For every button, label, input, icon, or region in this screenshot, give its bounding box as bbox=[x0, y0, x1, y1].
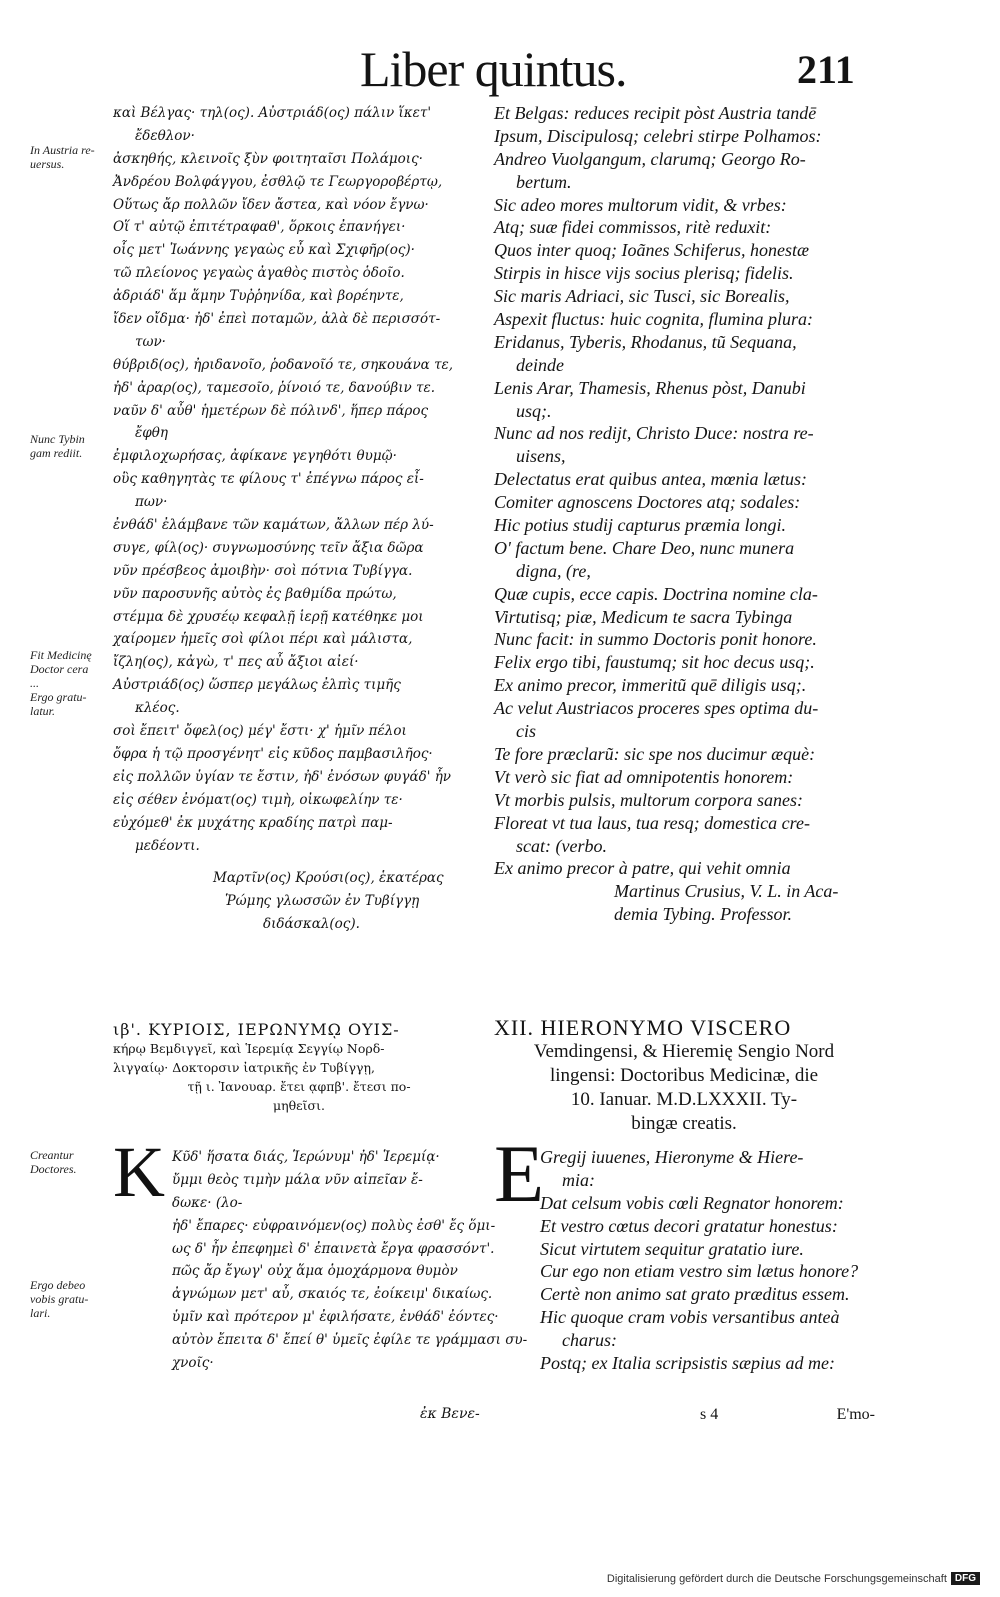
dfg-logo: DFG bbox=[951, 1572, 980, 1585]
greek-verse-line: ἀσκηθής, κλεινοῖς ξὺν φοιτηταῖσι Πολάμοις· bbox=[113, 150, 423, 167]
latin-verse-line: Aspexit fluctus: huic cognita, flumina plura: bbox=[494, 309, 813, 330]
latin-verse-line: uisens, bbox=[516, 446, 566, 467]
latin-verse-line: Et Belgas: reduces recipit pòst Austria tandē bbox=[494, 103, 817, 123]
greek-verse-line: Ἀνδρέου Βολφάγγου, ἐσθλῷ τε Γεωργοροβέρτῳ, bbox=[113, 173, 443, 190]
latin-verse-line: Lenis Arar, Thamesis, Rhenus pòst, Danubi bbox=[494, 377, 806, 398]
greek-verse-line: εἰς πολλῶν ὑγίαν τε ἔστιν, ἠδ' ἐνόσων φυγάδ' ἦν bbox=[113, 768, 451, 785]
greek-verse-line: εὐχόμεθ' ἐκ μυχάτης κραδίης πατρὶ παμ- bbox=[113, 814, 393, 831]
greek-verse-line: ἔδεθλον· bbox=[135, 127, 195, 144]
latin-poem-2-lines bbox=[540, 1146, 874, 1375]
greek-verse-line: οὓς καθηγητὰς τε φίλους τ' ἐπέγνω πάρος εἶ- bbox=[113, 471, 424, 488]
latin-verse-line: scat: (verbo. bbox=[516, 835, 607, 856]
running-title: Liber quintus. bbox=[360, 41, 627, 97]
latin-verse-line: Hic quoque cram vobis versantibus anteà bbox=[540, 1307, 840, 1328]
latin-signature-line: Martinus Crusius, V. L. in Aca- bbox=[614, 881, 839, 902]
margin-note-1: In Austria re- uersus. bbox=[30, 143, 95, 171]
greek-verse-line: ως δ' ἦν ἐπεφημεὶ δ' ἐπαινετὰ ἔργα φρασσόντ'. bbox=[172, 1240, 495, 1257]
greek-verse-line: κλέος. bbox=[135, 700, 180, 717]
latin-verse-line: Et vestro cœtus decori gratatur honestus: bbox=[540, 1215, 838, 1236]
greek-verse-line: δωκε· (λο- bbox=[172, 1194, 243, 1211]
greek-catchword: ἐκ Βενε- bbox=[420, 1406, 480, 1422]
signature-mark bbox=[700, 1406, 875, 1424]
latin-verse-line: mia: bbox=[562, 1169, 595, 1190]
latin-verse-line: Ipsum, Discipulosq; celebri stirpe Polhamos: bbox=[494, 125, 822, 146]
greek-verse-line: ἐνθάδ' ἐλάμβανε τῶν καμάτων, ἄλλων πέρ λύ- bbox=[113, 517, 434, 534]
greek-verse-line: θύβριδ(ος), ἠριδανοῖο, ῥοδανοῖό τε, σηκουάνα τε, bbox=[113, 356, 454, 373]
latin-verse-line: O' factum bene. Chare Deo, nunc munera bbox=[494, 537, 795, 558]
greek-verse-line: τῶ πλείονος γεγαὼς ἀγαθὸς πιστὸς ὁδοῖο. bbox=[113, 265, 405, 282]
greek-heading-line: λιγγαίῳ· Δοκτορσιν ἰατρικῆς ἐν Τυβίγγῃ, bbox=[113, 1060, 375, 1075]
greek-verse-line: μεδέοντι. bbox=[135, 837, 200, 854]
greek-verse-line: Κῦδ' ἥσατα διάς, Ἱερώνυμ' ἠδ' Ἱερεμίᾳ· bbox=[172, 1149, 440, 1165]
latin-verse-line: Virtutisq; piæ, Medicum te sacra Tybinga bbox=[494, 606, 793, 627]
latin-verse-line: Vt verò sic fiat ad omnipotentis honorem: bbox=[494, 766, 794, 787]
latin-poem-2 bbox=[540, 1146, 874, 1375]
greek-heading-line: ιβ'. ΚΥΡΙΟΙΣ, ΙΕΡΩΝΥΜῼ ΟΥΙΣ- bbox=[113, 1020, 400, 1039]
latin-verse-line: Postq; ex Italia scripsistis sæpius ad me: bbox=[540, 1353, 835, 1374]
greek-heading-line: τῇ ι. Ἰανουαρ. ἔτει ᾳφπβ'. ἔτεσι πο- bbox=[187, 1079, 411, 1094]
latin-verse-line: digna, (re, bbox=[516, 560, 591, 581]
latin-verse-line: Atq; suæ fidei commissos, ritè reduxit: bbox=[494, 217, 772, 238]
latin-verse-line: Dat celsum vobis cœli Regnator honorem: bbox=[540, 1192, 844, 1213]
latin-verse-line: Floreat vt tua laus, tua resq; domestica cre- bbox=[494, 812, 810, 833]
latin-drop-cap: E bbox=[494, 1128, 545, 1219]
greek-signature bbox=[113, 867, 485, 936]
latin-poem-1 bbox=[494, 102, 874, 926]
greek-verse-line: ἐμφιλοχωρήσας, ἀφίκανε γεγηθότι θυμῷ· bbox=[113, 448, 397, 465]
greek-verse-line: Οἵ τ' αὐτῷ ἐπιτέτραφαθ', ὅρκοις ἐπανήγει· bbox=[113, 219, 406, 236]
latin-heading-line: XII. HIERONYMO VISCERO bbox=[494, 1015, 792, 1040]
latin-verse-line: usq;. bbox=[516, 400, 552, 421]
greek-verse-line: ὄφρα ἡ τῷ προσγένητ' εἰς κῦδος παμβασιλῆος· bbox=[113, 745, 433, 762]
greek-verse-line: ἀδριάδ' ἅμ ἅμην Τυῤῥηνίδα, καὶ βορέηντε, bbox=[113, 288, 404, 305]
greek-verse-line: ναῦν δ' αὖθ' ἡμετέρων δὲ πόλινδ', ἥπερ πάρος bbox=[113, 402, 429, 419]
margin-note-5: Ergo debeo vobis gratu- lari. bbox=[30, 1278, 89, 1320]
latin-verse-line: Hic potius studij capturus præmia longi. bbox=[494, 515, 787, 536]
latin-heading-line: 10. Ianuar. M.D.LXXXII. Ty- bbox=[570, 1089, 798, 1110]
latin-heading-line: Vemdingensi, & Hieremię Sengio Nord bbox=[533, 1041, 835, 1062]
latin-verse-line: Eridanus, Tyberis, Rhodanus, tũ Sequana, bbox=[494, 331, 797, 352]
latin-verse-line: Gregij iuuenes, Hieronyme & Hiere- bbox=[540, 1147, 804, 1167]
latin-verse-line: Sicut virtutem sequitur gratatio iure. bbox=[540, 1238, 804, 1259]
greek-heading-line: κήρῳ Βεμδιγγεῖ, καὶ Ἱερεμίᾳ Σεγγίῳ Νορδ- bbox=[113, 1041, 385, 1056]
greek-verse-line: χνοῖς· bbox=[172, 1355, 214, 1372]
latin-verse-line: Vt morbis pulsis, multorum corpora sanes: bbox=[494, 789, 804, 810]
latin-verse-line: bertum. bbox=[516, 171, 572, 192]
greek-signature-line: Μαρτῖν(ος) Κρούσι(ος), ἑκατέρας bbox=[213, 870, 444, 887]
margin-note-4: Creantur Doctores. bbox=[30, 1148, 77, 1176]
greek-signature-line: Ῥώμης γλωσσῶν ἐν Τυβίγγῃ bbox=[225, 893, 420, 910]
greek-verse-line: Αὐστριάδ(ος) ὥσπερ μεγάλως ἐλπὶς τιμῆς bbox=[113, 677, 401, 694]
greek-verse-line: ἠδ' ἀραρ(ος), ταμεσοῖο, ῥίνοιό τε, δανούβιν τε. bbox=[113, 379, 436, 396]
greek-drop-cap: K bbox=[113, 1132, 165, 1212]
greek-verse-line: ἔφθη bbox=[135, 425, 168, 442]
latin-verse-line: Te fore præclarũ: sic spe nos ducimur æquè: bbox=[494, 743, 816, 764]
latin-verse-line: Delectatus erat quibus antea, mœnia lætus: bbox=[494, 469, 807, 490]
latin-verse-line: Ac velut Austriacos proceres spes optima du- bbox=[494, 698, 819, 719]
greek-verse-line: σοὶ ἔπειτ' ὄφελ(ος) μέγ' ἔστι· χ' ἡμῖν πέλοι bbox=[113, 723, 407, 740]
latin-lines bbox=[494, 102, 874, 880]
latin-verse-line: Comiter agnoscens Doctores atq; sodales: bbox=[494, 492, 801, 513]
latin-verse-line: Sic adeo mores multorum vidit, & vrbes: bbox=[494, 194, 787, 215]
greek-verse-line: ἠδ' ἔπαρες· εὐφραινόμεν(ος) πολὺς ἐσθ' ἔς ὅμι- bbox=[172, 1217, 496, 1234]
greek-verse-line: συγε, φίλ(ος)· συγνωμοσύνης τεῖν ἄξια δῶρα bbox=[113, 539, 424, 556]
greek-verse-line: ἀγνώμων μετ' αὖ, σκαιός τε, ἐοίκειμ' δικαίως. bbox=[172, 1286, 493, 1303]
margin-note-2: Nunc Tybin gam rediit. bbox=[30, 432, 85, 460]
greek-heading-line: μηθεῖσι. bbox=[273, 1098, 325, 1113]
latin-verse-line: Ex animo precor, immeritũ quē diligis usq;. bbox=[494, 675, 807, 696]
greek-verse-line: νῦν πρέσβεος ἀμοιβὴν· σοὶ πότνια Τυβίγγα. bbox=[113, 562, 413, 579]
greek-verse-line: πων· bbox=[135, 494, 168, 511]
latin-verse-line: Felix ergo tibi, faustumq; sit hoc decus usq;. bbox=[494, 652, 815, 673]
latin-verse-line: Nunc ad nos redijt, Christo Duce: nostra re- bbox=[494, 423, 814, 444]
latin-catchword: E'mo- bbox=[836, 1406, 875, 1423]
latin-verse-line: cis bbox=[516, 721, 536, 742]
greek-poem-2-heading bbox=[113, 1020, 485, 1115]
latin-verse-line: Stirpis in hisce vijs socius plerisq; fidelis. bbox=[494, 263, 794, 284]
greek-verse-line: των· bbox=[135, 333, 166, 350]
latin-verse-line: Nunc facit: in summo Doctoris ponit honore. bbox=[494, 629, 817, 650]
sheet-signature: s 4 bbox=[700, 1406, 719, 1423]
latin-heading-line: lingensi: Doctoribus Medicinæ, die bbox=[549, 1065, 819, 1086]
greek-verse-line: χαίρομεν ἡμεῖς σοὶ φίλοι πέρι καὶ μάλιστα, bbox=[113, 631, 413, 648]
latin-poem-2-heading bbox=[494, 1016, 874, 1136]
greek-signature-line: διδάσκαλ(ος). bbox=[263, 916, 360, 933]
latin-verse-line: Andreo Vuolgangum, clarumq; Georgo Ro- bbox=[494, 148, 806, 169]
greek-verse-line: αὐτὸν ἔπειτα δ' ἔπεί θ' ὑμεῖς ἐφίλε τε γράμμασι συ- bbox=[172, 1332, 528, 1349]
latin-heading-line: bingæ creatis. bbox=[631, 1113, 737, 1134]
digitization-credit bbox=[607, 1572, 980, 1585]
latin-verse-line: Certè non animo sat grato præditus essem. bbox=[540, 1284, 850, 1305]
greek-poem-2-lines bbox=[172, 1146, 528, 1375]
latin-verse-line: Quos inter quoq; Ioãnes Schiferus, honestæ bbox=[494, 240, 809, 261]
greek-verse-line: ὑμῖν καὶ πρότερον μ' ἐφιλήσατε, ἐνθάδ' ἐόντες· bbox=[172, 1309, 499, 1326]
page-number: 211 bbox=[797, 47, 855, 92]
latin-verse-line: Ex animo precor à patre, qui vehit omnia bbox=[494, 858, 791, 879]
greek-verse-line: ὔμμι θεὸς τιμὴν μάλα νῦν αἰπεῖαν ἔ- bbox=[172, 1171, 423, 1188]
greek-verse-line: στέμμα δὲ χρυσέῳ κεφαλῇ ἱερῇ κατέθηκε μοι bbox=[113, 608, 424, 625]
greek-verse-line: νῦν παροσυνῆς αὐτὸς ἐς βαθμίδα πρώτω, bbox=[113, 585, 397, 602]
greek-verse-line: οἷς μετ' Ἰωάννης γεγαὼς εὖ καὶ Σχιφῆρ(ος)· bbox=[113, 242, 415, 259]
latin-verse-line: deinde bbox=[516, 354, 564, 375]
latin-verse-line: Cur ego non etiam vestro sim lætus honore? bbox=[540, 1261, 859, 1282]
latin-verse-line: Quæ cupis, ecce capis. Doctrina nomine cla- bbox=[494, 583, 818, 604]
margin-note-3: Fit Medicinę Doctor cera ... Ergo gratu- latur. bbox=[30, 648, 92, 718]
credit-text: Digitalisierung gefördert durch die Deutsche Forschungsgemeinschaft bbox=[606, 1572, 947, 1585]
greek-lines bbox=[113, 102, 485, 857]
latin-verse-line: charus: bbox=[562, 1330, 617, 1351]
greek-verse-line: καὶ Βέλγας· τηλ(ος). Αὐστριάδ(ος) πάλιν ἵκετ' bbox=[113, 105, 432, 121]
latin-signature-line: demia Tybing. Professor. bbox=[614, 904, 792, 925]
greek-verse-line: Οὕτως ἄρ πολλῶν ἴδεν ἄστεα, καὶ νόον ἔγνω· bbox=[113, 196, 429, 213]
latin-verse-line: Sic maris Adriaci, sic Tusci, sic Borealis, bbox=[494, 286, 790, 307]
greek-verse-line: εἰς σέθεν ἐνόματ(ος) τιμὴ, οἰκωφελίην τε· bbox=[113, 791, 403, 808]
greek-poem-2 bbox=[172, 1146, 528, 1375]
greek-verse-line: ἴδεν οἴδμα· ἠδ' ἐπεὶ ποταμῶν, ἀλὰ δὲ περισσότ- bbox=[113, 311, 441, 328]
latin-signature bbox=[494, 880, 874, 926]
greek-verse-line: ἴζλη(ος), κἀγὼ, τ' πες αὖ ἄξιοι αἰεί· bbox=[113, 654, 359, 671]
greek-verse-line: πῶς ἄρ ἔγωγ' οὐχ ἅμα ὁμοχάρμονα θυμὸν bbox=[172, 1263, 458, 1280]
greek-poem-1 bbox=[113, 102, 485, 936]
